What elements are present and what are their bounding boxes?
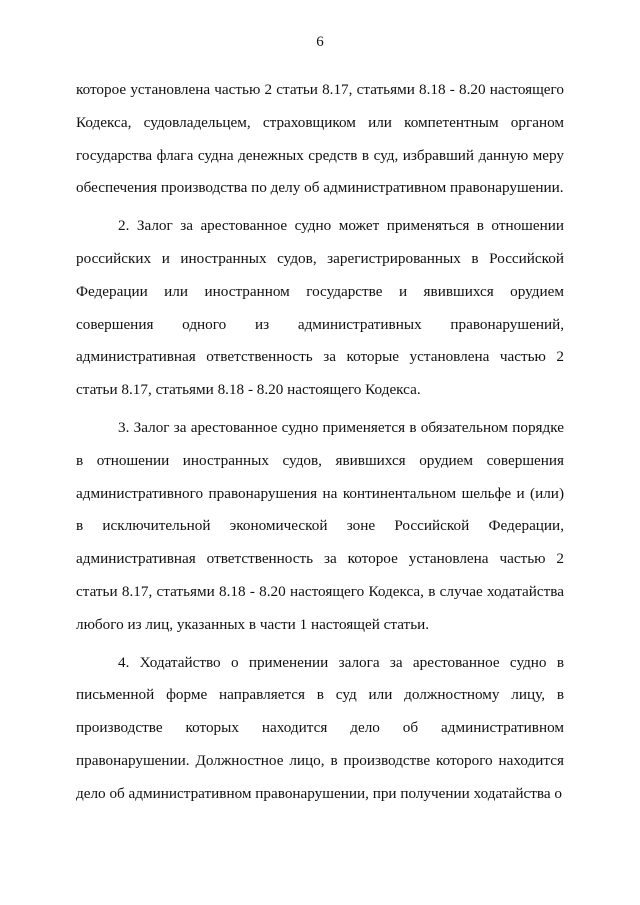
paragraph-continuation: которое установлена частью 2 статьи 8.17, статьями 8.18 - 8.20 настоящего Кодекса, судовладельцем, страховщиком или компетентным органом государства флага судна денежных средств в суд, избравший данную меру обеспечения производства по делу об административном правонарушении. xyxy=(76,81,564,197)
document-body xyxy=(76,74,564,811)
paragraph-item-3: 3. Залог за арестованное судно применяется в обязательном порядке в отношении иностранных судов, явившихся орудием совершения административного правонарушения на континентальном шельфе и (или) в исключительной экономической зоне Российской Федерации, административная ответственность за которое установлена частью 2 статьи 8.17, статьями 8.18 - 8.20 настоящего Кодекса, в случае ходатайства любого из лиц, указанных в части 1 настоящей статьи. xyxy=(76,418,564,633)
paragraph-item-2: 2. Залог за арестованное судно может применяться в отношении российских и иностранных судов, зарегистрированных в Российской Федерации или иностранном государстве и явившихся орудием совершения одного из административных правонарушений, административная ответственность за которые установлена частью 2 статьи 8.17, статьями 8.18 - 8.20 настоящего Кодекса. xyxy=(76,217,564,399)
page-number: 6 xyxy=(316,34,324,50)
paragraph-item-4: 4. Ходатайство о применении залога за арестованное судно в письменной форме направляется в суд или должностному лицу, в производстве которых находится дело об административном правонарушении. Должностное лицо, в производстве которого находится дело об административном правонарушении, при получении ходатайства о xyxy=(76,653,564,802)
